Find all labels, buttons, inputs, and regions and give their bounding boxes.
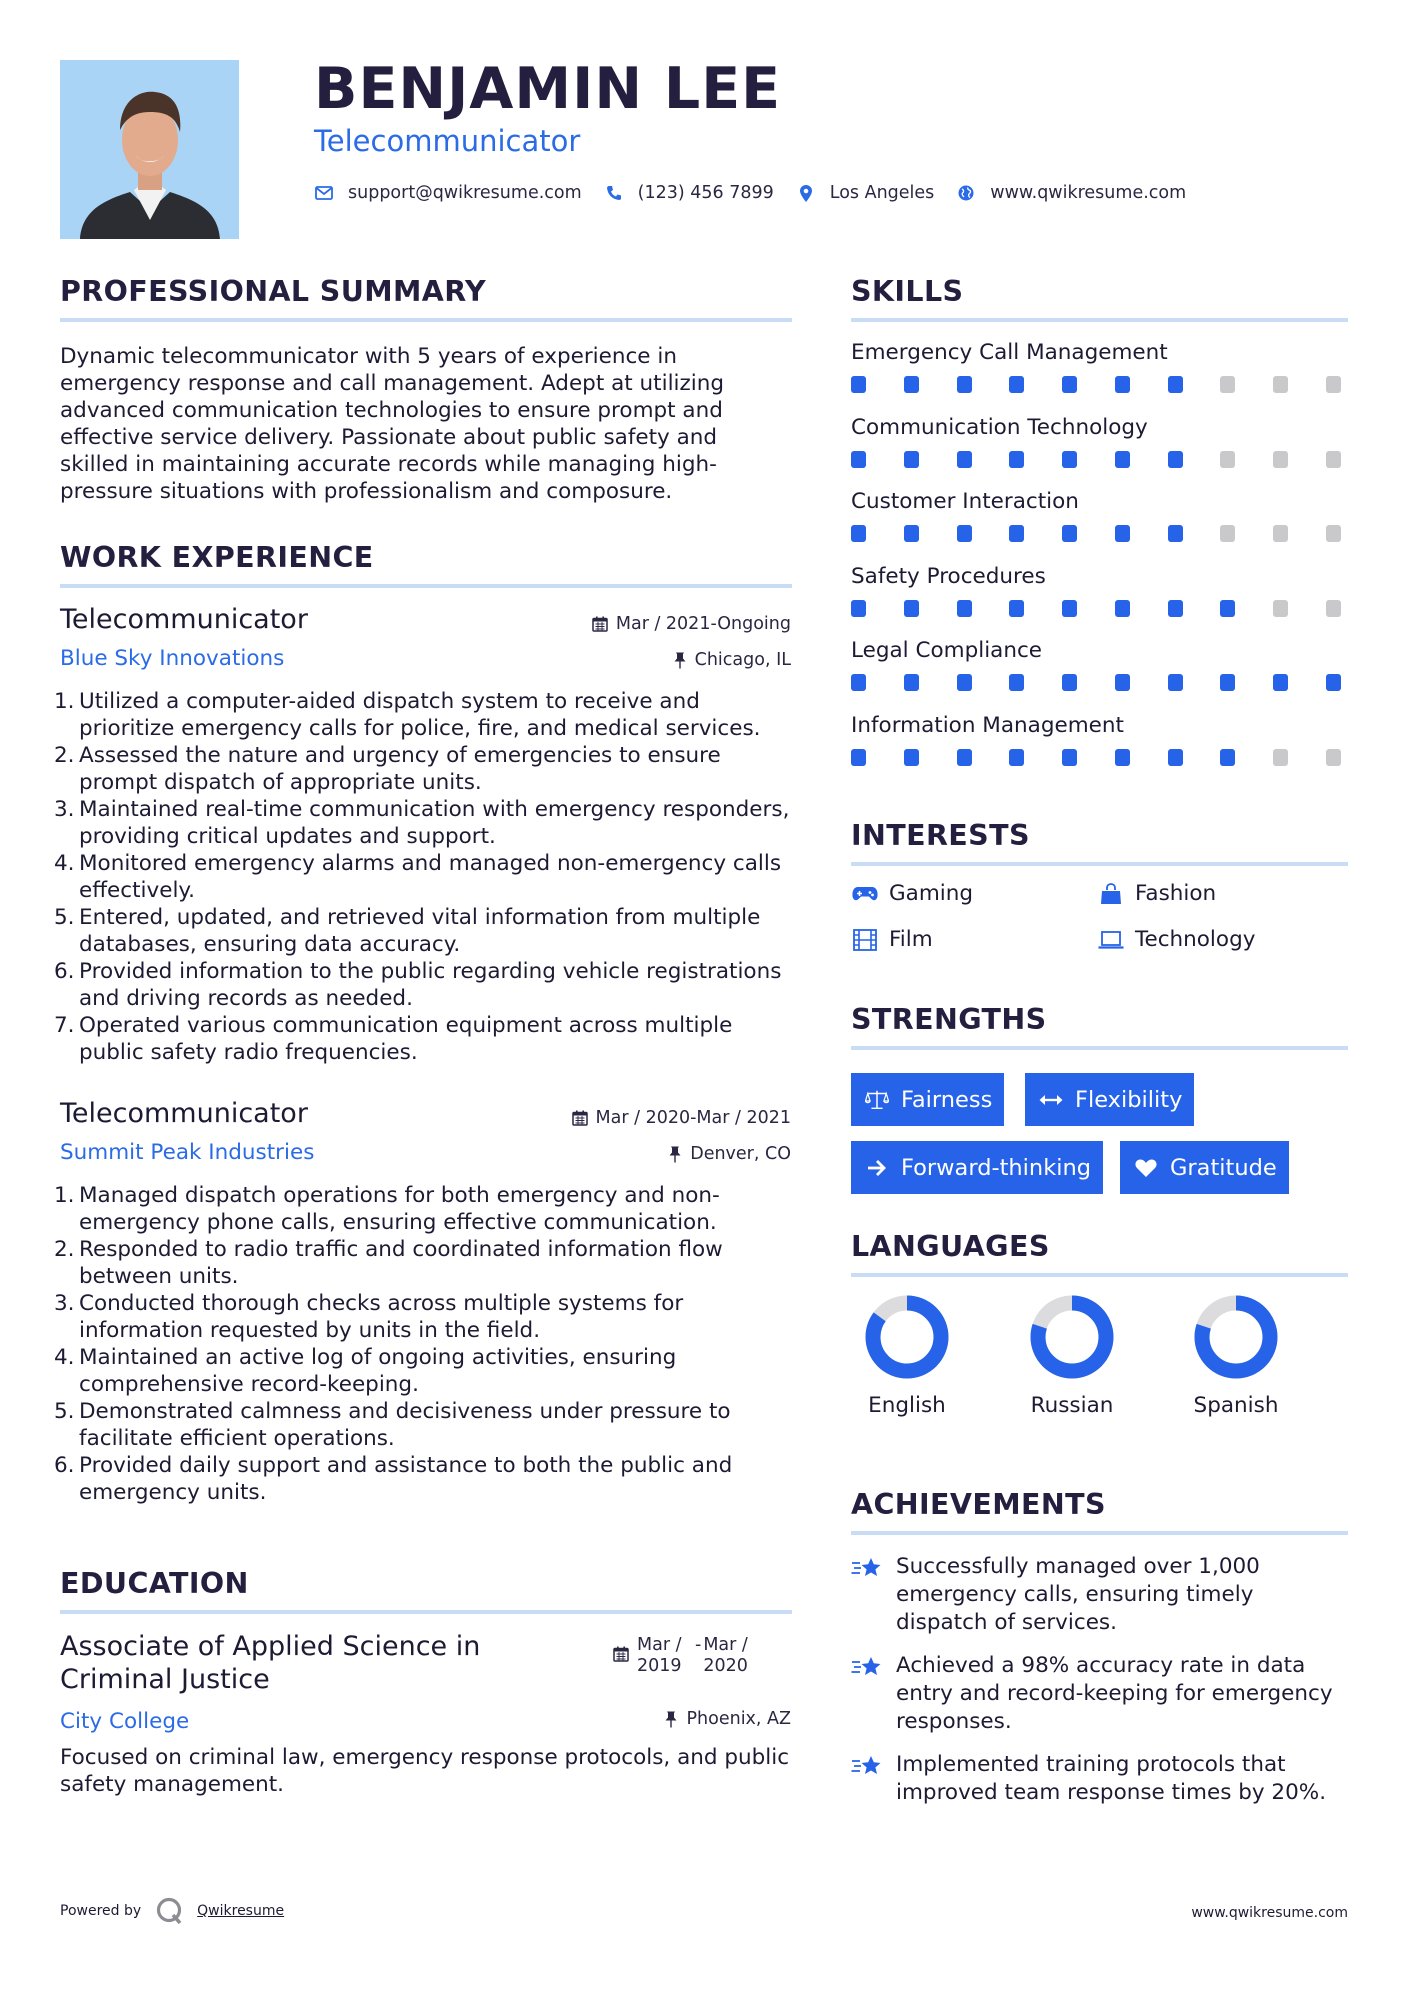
skill-rating xyxy=(851,600,1348,618)
responsibility-text: Assessed the nature and urgency of emergencies to ensure prompt dispatch of appropriate units. xyxy=(79,743,721,795)
responsibility-item xyxy=(54,742,795,796)
education-start: Mar / 2019 xyxy=(637,1635,682,1676)
film-icon xyxy=(851,929,879,951)
skill-label: Communication Technology xyxy=(851,414,1148,440)
skill-dot-filled xyxy=(1168,749,1183,766)
education-school[interactable]: City College xyxy=(60,1709,190,1734)
candidate-title: Telecommunicator xyxy=(314,124,581,158)
responsibility-item xyxy=(54,688,795,742)
phone-icon xyxy=(604,183,624,203)
skill-dot-filled xyxy=(1009,749,1024,766)
language-label: Spanish xyxy=(1193,1393,1279,1418)
experience-rule xyxy=(60,584,792,588)
experience-heading: WORK EXPERIENCE xyxy=(60,541,374,574)
responsibility-text: Responded to radio traffic and coordinated information flow between units. xyxy=(79,1237,723,1289)
achievement-text: Implemented training protocols that improved team response times by 20%. xyxy=(896,1752,1327,1805)
language-proficiency-ring xyxy=(1028,1293,1116,1381)
pushpin-icon xyxy=(668,1146,682,1163)
skill-dot-filled xyxy=(1273,674,1288,691)
skills-heading: SKILLS xyxy=(851,275,964,308)
skill-dot-filled xyxy=(1009,525,1024,542)
skill-dot-empty xyxy=(1326,376,1341,393)
achievements-rule xyxy=(851,1531,1348,1535)
skill-dot-empty xyxy=(1273,525,1288,542)
skill-dot-filled xyxy=(1009,376,1024,393)
interest-item xyxy=(1097,927,1255,952)
list-number: 3. xyxy=(54,1291,75,1316)
skill-dot-filled xyxy=(851,749,866,766)
interests-rule xyxy=(851,862,1348,866)
skill-dot-empty xyxy=(1220,451,1235,468)
interest-item xyxy=(851,927,933,952)
responsibility-item xyxy=(54,1012,795,1066)
language-proficiency-ring xyxy=(863,1293,951,1381)
skill-dot-empty xyxy=(1273,749,1288,766)
language-item xyxy=(847,1293,967,1418)
responsibility-text: Managed dispatch operations for both emergency and non-emergency phone calls, ensuring effective communication. xyxy=(79,1183,720,1235)
profile-photo xyxy=(60,60,239,239)
skill-dot-empty xyxy=(1273,600,1288,617)
job-company[interactable]: Summit Peak Industries xyxy=(60,1140,315,1165)
responsibility-text: Operated various communication equipment across multiple public safety radio frequencies. xyxy=(79,1013,733,1065)
skill-dot-filled xyxy=(1062,600,1077,617)
strength-label: Flexibility xyxy=(1075,1086,1183,1113)
skill-item xyxy=(851,487,1348,543)
skill-dot-filled xyxy=(1115,376,1130,393)
job-responsibilities xyxy=(54,1182,795,1506)
responsibility-text: Provided information to the public regarding vehicle registrations and driving records as needed. xyxy=(79,959,782,1011)
interest-item xyxy=(851,881,973,906)
job-location xyxy=(668,1144,791,1164)
strength-tag xyxy=(851,1073,1004,1126)
footer-website[interactable]: www.qwikresume.com xyxy=(1191,1905,1348,1921)
contact-website[interactable]: www.qwikresume.com xyxy=(990,183,1187,203)
skills-rule xyxy=(851,318,1348,322)
strength-label: Gratitude xyxy=(1170,1154,1277,1181)
skill-dot-filled xyxy=(1115,749,1130,766)
skill-dot-filled xyxy=(904,674,919,691)
list-number: 5. xyxy=(54,1399,75,1424)
skill-item xyxy=(851,562,1348,618)
job-dates-text: Mar / 2020-Mar / 2021 xyxy=(595,1108,791,1128)
skill-dot-filled xyxy=(1062,674,1077,691)
strength-tag xyxy=(851,1141,1103,1194)
skill-rating xyxy=(851,376,1348,394)
interest-label: Film xyxy=(889,927,933,952)
strength-tag xyxy=(1120,1141,1289,1194)
strengths-heading: STRENGTHS xyxy=(851,1003,1047,1036)
skill-dot-filled xyxy=(1326,674,1341,691)
balance-scale-icon xyxy=(865,1088,889,1112)
pushpin-icon xyxy=(664,1711,678,1728)
skill-item xyxy=(851,711,1348,767)
education-heading: EDUCATION xyxy=(60,1567,249,1600)
skill-dot-filled xyxy=(1115,600,1130,617)
skill-dot-filled xyxy=(1115,674,1130,691)
summary-rule xyxy=(60,318,792,322)
responsibility-item xyxy=(54,1182,795,1236)
list-number: 4. xyxy=(54,1345,75,1370)
skill-dot-filled xyxy=(1062,451,1077,468)
responsibility-item xyxy=(54,1290,795,1344)
skill-dot-filled xyxy=(904,749,919,766)
skill-dot-empty xyxy=(1220,376,1235,393)
skill-item xyxy=(851,636,1348,692)
heart-icon xyxy=(1134,1156,1158,1180)
list-number: 6. xyxy=(54,959,75,984)
responsibility-item xyxy=(54,958,795,1012)
skill-dot-empty xyxy=(1220,525,1235,542)
job-dates-text: Mar / 2021-Ongoing xyxy=(615,614,791,634)
job-company[interactable]: Blue Sky Innovations xyxy=(60,646,285,671)
contact-phone[interactable]: (123) 456 7899 xyxy=(637,183,774,203)
job-dates xyxy=(572,1108,791,1128)
language-item xyxy=(1176,1293,1296,1418)
responsibility-item xyxy=(54,796,795,850)
skill-dot-filled xyxy=(1062,525,1077,542)
skill-dot-filled xyxy=(851,600,866,617)
list-number: 5. xyxy=(54,905,75,930)
education-degree: Associate of Applied Science in Criminal Justice xyxy=(60,1631,481,1695)
strengths-rule xyxy=(851,1046,1348,1050)
arrow-right-icon xyxy=(865,1156,889,1180)
skill-dot-filled xyxy=(957,525,972,542)
language-label: English xyxy=(868,1393,946,1418)
interests-heading: INTERESTS xyxy=(851,819,1030,852)
skill-dot-filled xyxy=(904,600,919,617)
job-dates xyxy=(592,614,791,634)
languages-heading: LANGUAGES xyxy=(851,1230,1050,1263)
responsibility-text: Entered, updated, and retrieved vital information from multiple databases, ensuring data accuracy. xyxy=(79,905,761,957)
skill-label: Emergency Call Management xyxy=(851,340,1168,365)
skill-dot-empty xyxy=(1326,451,1341,468)
gamepad-icon xyxy=(851,883,879,905)
skill-dot-filled xyxy=(851,451,866,468)
skill-rating xyxy=(851,525,1348,543)
skill-dot-empty xyxy=(1273,451,1288,468)
skill-rating xyxy=(851,749,1348,767)
laptop-icon xyxy=(1097,929,1125,951)
job-location-text: Denver, CO xyxy=(690,1144,791,1164)
skill-dot-filled xyxy=(1220,749,1235,766)
list-number: 3. xyxy=(54,797,75,822)
shooting-star-icon xyxy=(851,1555,883,1583)
candidate-name: BENJAMIN LEE xyxy=(314,56,782,122)
responsibility-text: Monitored emergency alarms and managed non-emergency calls effectively. xyxy=(79,851,782,903)
achievements-heading: ACHIEVEMENTS xyxy=(851,1488,1106,1521)
pushpin-icon xyxy=(673,652,687,669)
skill-dot-filled xyxy=(1115,451,1130,468)
education-description: Focused on criminal law, emergency response protocols, and public safety management. xyxy=(60,1745,790,1797)
skill-item xyxy=(851,338,1348,394)
map-marker-icon xyxy=(796,183,816,203)
education-date-separator: - xyxy=(695,1635,702,1655)
skill-dot-filled xyxy=(1220,600,1235,617)
responsibility-item xyxy=(54,1452,795,1506)
responsibility-item xyxy=(54,1398,795,1452)
list-number: 2. xyxy=(54,743,75,768)
achievement-text: Successfully managed over 1,000 emergency calls, ensuring timely dispatch of services. xyxy=(896,1554,1260,1635)
calendar-icon xyxy=(572,1110,588,1126)
skill-dot-filled xyxy=(1115,525,1130,542)
education-rule xyxy=(60,1610,792,1614)
contact-email[interactable]: support@qwikresume.com xyxy=(348,183,582,203)
skill-dot-filled xyxy=(904,451,919,468)
responsibility-text: Maintained real-time communication with emergency responders, providing critical updates and support. xyxy=(79,797,790,849)
skill-dot-filled xyxy=(851,674,866,691)
responsibility-item xyxy=(54,904,795,958)
skill-dot-filled xyxy=(904,525,919,542)
language-item xyxy=(1012,1293,1132,1418)
qwikresume-link[interactable]: Qwikresume xyxy=(197,1903,285,1919)
qwikresume-logo-icon xyxy=(155,1896,185,1926)
responsibility-text: Conducted thorough checks across multiple systems for information requested by units in the field. xyxy=(79,1291,684,1343)
skill-rating xyxy=(851,674,1348,692)
globe-icon xyxy=(956,183,976,203)
skill-dot-filled xyxy=(1220,674,1235,691)
footer-powered-by xyxy=(60,1896,284,1926)
education-location-text: Phoenix, AZ xyxy=(686,1709,791,1729)
skill-dot-filled xyxy=(1168,674,1183,691)
calendar-icon xyxy=(592,616,608,632)
skill-dot-filled xyxy=(1062,376,1077,393)
skill-dot-filled xyxy=(957,749,972,766)
skill-dot-filled xyxy=(1168,376,1183,393)
envelope-icon xyxy=(314,183,334,203)
list-number: 7. xyxy=(54,1013,75,1038)
list-number: 1. xyxy=(54,689,75,714)
arrows-horizontal-icon xyxy=(1039,1088,1063,1112)
list-number: 4. xyxy=(54,851,75,876)
languages-rule xyxy=(851,1273,1348,1277)
skill-dot-filled xyxy=(904,376,919,393)
list-number: 6. xyxy=(54,1453,75,1478)
shooting-star-icon xyxy=(851,1654,883,1682)
skill-label: Legal Compliance xyxy=(851,638,1043,663)
strength-label: Fairness xyxy=(901,1086,993,1113)
job-title: Telecommunicator xyxy=(60,604,308,635)
interest-label: Gaming xyxy=(889,881,974,906)
skill-dot-filled xyxy=(1168,451,1183,468)
list-number: 2. xyxy=(54,1237,75,1262)
responsibility-text: Provided daily support and assistance to both the public and emergency units. xyxy=(79,1453,733,1505)
interest-label: Fashion xyxy=(1135,881,1217,906)
list-number: 1. xyxy=(54,1183,75,1208)
responsibility-item xyxy=(54,1236,795,1290)
skill-dot-filled xyxy=(957,376,972,393)
skill-dot-filled xyxy=(1168,525,1183,542)
achievement-text: Achieved a 98% accuracy rate in data entry and record-keeping for emergency responses. xyxy=(896,1653,1333,1734)
skill-dot-filled xyxy=(851,376,866,393)
skill-dot-filled xyxy=(1168,600,1183,617)
responsibility-text: Demonstrated calmness and decisiveness under pressure to facilitate efficient operations. xyxy=(79,1399,731,1451)
skill-item xyxy=(851,413,1348,469)
responsibility-text: Utilized a computer-aided dispatch system to receive and prioritize emergency calls for police, fire, and medical services. xyxy=(79,689,761,741)
skill-dot-filled xyxy=(1009,674,1024,691)
skill-dot-filled xyxy=(851,525,866,542)
responsibility-text: Maintained an active log of ongoing activities, ensuring comprehensive record-keeping. xyxy=(79,1345,677,1397)
skill-dot-filled xyxy=(1062,749,1077,766)
skill-dot-filled xyxy=(957,600,972,617)
summary-heading: PROFESSIONAL SUMMARY xyxy=(60,275,487,308)
responsibility-item xyxy=(54,850,795,904)
shopping-bag-icon xyxy=(1097,883,1125,905)
education-location xyxy=(664,1709,791,1729)
responsibility-item xyxy=(54,1344,795,1398)
job-title: Telecommunicator xyxy=(60,1098,308,1129)
contact-bar xyxy=(314,178,1208,208)
skill-label: Safety Procedures xyxy=(851,563,1046,589)
job-location xyxy=(673,650,791,670)
skill-dot-filled xyxy=(957,451,972,468)
skill-dot-empty xyxy=(1273,376,1288,393)
calendar-icon xyxy=(613,1646,629,1662)
skill-label: Information Management xyxy=(851,712,1124,738)
language-proficiency-ring xyxy=(1192,1293,1280,1381)
strength-label: Forward-thinking xyxy=(901,1154,1092,1181)
skill-dot-empty xyxy=(1326,525,1341,542)
powered-by-label: Powered by xyxy=(60,1903,142,1919)
skill-dot-filled xyxy=(957,674,972,691)
summary-text: Dynamic telecommunicator with 5 years of experience in emergency response and call management. Adept at utilizing advanced communication technologies to ensure prompt and effective service delivery. Passionate about public safety and skilled in maintaining accurate records while managing high-pressure situations with professionalism and composure. xyxy=(60,344,725,504)
job-location-text: Chicago, IL xyxy=(694,650,791,670)
language-label: Russian xyxy=(1030,1393,1114,1418)
education-end: Mar / 2020 xyxy=(703,1635,748,1676)
shooting-star-icon xyxy=(851,1753,883,1781)
education-dates xyxy=(613,1635,759,1677)
interest-label: Technology xyxy=(1135,927,1256,952)
interest-item xyxy=(1097,881,1216,906)
strength-tag xyxy=(1025,1073,1194,1126)
contact-location: Los Angeles xyxy=(829,183,935,203)
skill-dot-filled xyxy=(1009,451,1024,468)
skill-rating xyxy=(851,451,1348,469)
skill-dot-empty xyxy=(1326,600,1341,617)
skill-dot-empty xyxy=(1326,749,1341,766)
skill-dot-filled xyxy=(1009,600,1024,617)
job-responsibilities xyxy=(54,688,795,1066)
skill-label: Customer Interaction xyxy=(851,489,1079,514)
